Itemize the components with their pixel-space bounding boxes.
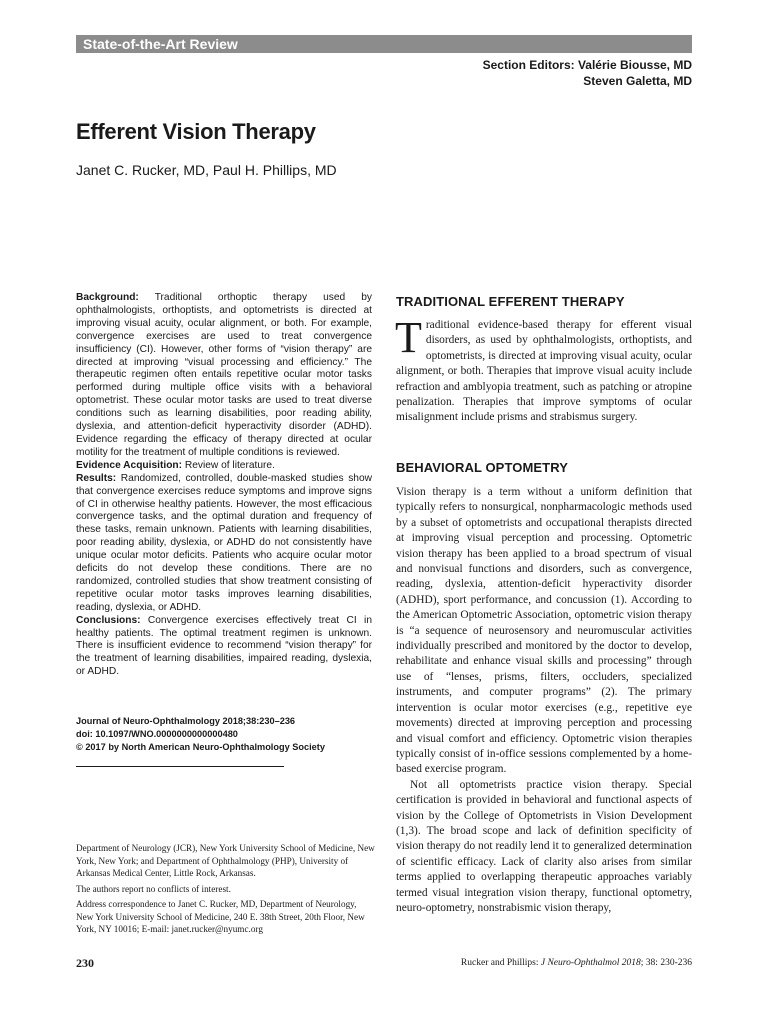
abstract — [76, 292, 372, 679]
running-journal: J Neuro-Ophthalmol 2018 — [540, 958, 641, 968]
abstract-results-text: Randomized, controlled, double-masked studies show that convergence exercises reduce symptoms and improve signs of CI in otherwise healthy patients. However, the most efficacious convergence tasks, and the optimal duration and frequency of these tasks, remain unknown. Patients with learning disabilities, poor reading ability, dyslexia, or ADHD do not consistently have unique ocular motor deficits. Patients who acquire ocular motor deficits do not develop these conditions. There are no randomized, controlled studies that show treatment consisting of repetitive ocular motor tasks improves learning disabilities, reading, dyslexia, or ADHD. — [76, 472, 372, 613]
abstract-background-label: Background: — [76, 292, 139, 303]
editors-line-1: Section Editors: Valérie Biousse, MD — [482, 58, 692, 72]
article-title: Efferent Vision Therapy — [76, 119, 316, 144]
paragraph-behavioral-2: Not all optometrists practice vision therapy. Special certification is provided in behavioral and functional aspects of vision by the College of Optometrists in Vision Development (1,3). The broad scope and lack of definition specificity of vision therapy do not readily lend it to generalized determination of scientific efficacy. Lack of clarity also arises from similar terms applied to overlapping therapeutic approaches variably termed visual integration vision therapy, functional optometry, neuro-optometry, nonstrabismic vision therapy, — [396, 778, 692, 914]
banner-label: State-of-the-Art Review — [83, 36, 238, 52]
abstract-results — [76, 473, 372, 615]
section-heading-traditional: TRADITIONAL EFFERENT THERAPY — [396, 294, 625, 309]
running-volume: ; 38: 230-236 — [640, 958, 692, 968]
drop-cap: T — [395, 313, 422, 362]
running-footer — [461, 958, 692, 968]
abstract-evidence-text: Review of literature. — [182, 459, 275, 471]
journal-info — [76, 715, 376, 754]
abstract-evidence-label: Evidence Acquisition: — [76, 459, 183, 471]
page-number: 230 — [76, 956, 94, 970]
footnote-divider — [76, 766, 284, 767]
abstract-evidence — [76, 460, 372, 473]
section-banner — [76, 35, 692, 53]
correspondence-address: Address correspondence to Janet C. Rucker, MD, Department of Neurology, New York University School of Medicine, 240 E. 38th Street, 20th Floor, New York, NY 10016; E-mail: janet.rucker@nyumc.org — [76, 899, 365, 934]
author-affiliations — [76, 842, 376, 939]
section-editors — [483, 57, 692, 89]
journal-doi: doi: 10.1097/WNO.0000000000000480 — [76, 729, 238, 739]
affiliation-departments: Department of Neurology (JCR), New York University School of Medicine, New York, New York; and Department of Ophthalmology (PHP), University of Arkansas Medical Center, Little Rock, Arkansas. — [76, 843, 375, 878]
section-traditional — [395, 313, 692, 426]
running-authors: Rucker and Phillips: — [460, 958, 541, 968]
editors-line-2: Steven Galetta, MD — [583, 74, 692, 88]
abstract-conclusions-label: Conclusions: — [76, 614, 141, 626]
paragraph-behavioral-1: Vision therapy is a term without a uniform definition that typically refers to nonsurgical, nonpharmacologic methods used by a subset of optometrists and occupational therapists directed at improving visual perception and processing. Optometric vision therapy has been applied to a broad spectrum of visual and nonvisual functions and disorders, such as convergence, reading, dyslexia, attention-deficit hyperactivity disorder (ADHD), sport performance, and concussion (1). According to the American Optometric Association, optometric vision therapy is “a sequence of neurosensory and neuromuscular activities individually prescribed and monitored by the doctor to develop, rehabilitate and enhance visual skills and processing” through use of “lenses, prisms, filters, occluders, specialized instruments, and computer programs” (2). The primary intervention is ocular motor exercises (e.g., repetitive eye movements) directed at improving perception and processing and visual comfort and efficiency. Optometric vision therapies typically consist of in-office sessions complemented by a home-based exercise program. — [396, 486, 692, 776]
paragraph-traditional — [395, 313, 692, 426]
conflict-statement: The authors report no conflicts of interest. — [76, 883, 231, 894]
abstract-conclusions-text: Convergence exercises effectively treat CI in healthy patients. The optimal treatment regimen is unknown. There is insufficient evidence to recommend “vision therapy” for the treatment of learning disabilities, impaired reading, dyslexia, or ADHD. — [76, 614, 372, 678]
article-authors: Janet C. Rucker, MD, Paul H. Phillips, MD — [76, 162, 337, 178]
paragraph-traditional-text: raditional evidence-based therapy for efferent visual disorders, as used by ophthalmologists, orthoptists, and optometrists, is directed at improving visual acuity, ocular alignment, or both. Therapies that improve visual acuity include refraction and amblyopia treatment, such as patching or atropine penalization. Therapies that improve symptoms of ocular misalignment include prisms and strabismus surgery. — [396, 319, 692, 424]
journal-citation: Journal of Neuro-Ophthalmology 2018;38:230–236 — [76, 716, 296, 726]
abstract-results-label: Results: — [76, 472, 117, 484]
abstract-background — [76, 292, 372, 460]
journal-copyright: © 2017 by North American Neuro-Ophthalmology Society — [76, 742, 325, 752]
section-heading-behavioral: BEHAVIORAL OPTOMETRY — [396, 460, 568, 475]
abstract-background-text: Traditional orthoptic therapy used by ophthalmologists, orthoptists, and optometrists is directed at improving visual acuity, ocular alignment, or both. For example, convergence exercises are used to treat convergence insufficiency (CI). However, other forms of “vision therapy” are directed at improving “visual processing and efficiency.” The therapeutic regimen often entails repetitive ocular motor tasks performed during multiple office visits with a behavioral optometrist. These ocular motor tasks are used to treat diverse conditions such as learning disabilities, poor reading ability, dyslexia, and attention-deficit hyperactivity disorder (ADHD). Evidence regarding the efficacy of therapy directed at ocular motility for the treatment of multiple conditions is reviewed. — [76, 292, 372, 458]
abstract-conclusions — [76, 615, 372, 680]
section-behavioral — [396, 485, 692, 916]
